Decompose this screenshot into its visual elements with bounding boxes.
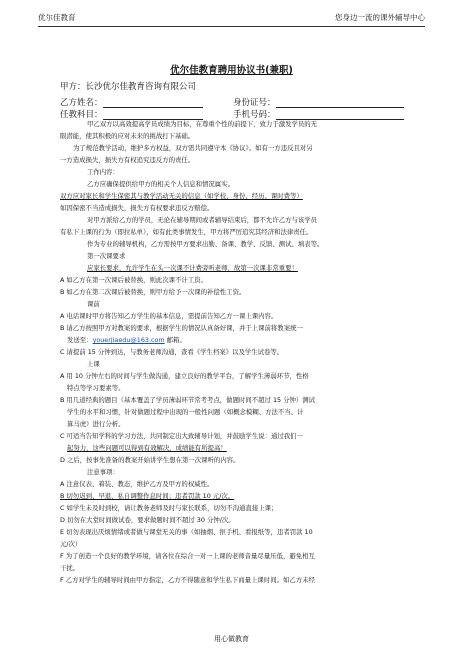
phone-label: 手机号码：	[233, 110, 276, 120]
body-line: 如因保密不当造成损失，损失方有权要求违反方赔偿。	[60, 204, 214, 212]
body-line: A 电话课时甲方将告知乙方学生的基本信息，需提前告知乙方一课上课内容。	[60, 312, 278, 320]
body-line: 为了规范教学活动，维护多方权益，双方需共同遵守本《协议》。如有一方违反且对另	[73, 144, 313, 152]
body-line: 干扰。	[60, 564, 80, 572]
body-line: 对甲方派给乙方的学员，无论在辅导期间或者辅导结束后，都不允许乙方与该学员	[87, 216, 318, 224]
body-line: 应家长要求，允许学生在头一次课不计费旁听老师，故第一次课非常重要！	[87, 264, 298, 272]
email-link[interactable]: youerjiaedu@163.com	[92, 336, 165, 344]
agreement-body	[60, 118, 416, 586]
body-line	[60, 334, 416, 346]
body-line: 有私下上课的行为（即拉私单），如有此类事情发生，甲方将严厉追究其经济和法律责任。	[60, 228, 313, 236]
subjects-label: 任教科目：	[60, 110, 103, 120]
party-b-name-row	[60, 96, 203, 108]
body-line: 上课	[87, 360, 100, 368]
body-line: 甲乙双方以高效提高学员成绩为目标，在尊重个性的前提下，致力于激发学员的无	[87, 120, 318, 128]
body-line: D 切勿在大堂时间做试卷，要求做题时间不超过 30 分钟/次。	[60, 516, 235, 524]
body-line: 双方应对家长和学生保密其与教学活动无关的信息（如学校、身份、经历、课时费等）	[60, 192, 303, 200]
body-line: 起努力，这些问题可以得到有效解决，成绩能有所提高！	[67, 444, 227, 452]
body-line: D 之后，按事先准备的教案开始讲学生想在第一次课听的内容。	[60, 456, 240, 464]
id-no-blank[interactable]	[276, 98, 404, 108]
party-b-name-blank[interactable]	[103, 98, 203, 108]
page-footer: 用心做教育	[214, 635, 249, 643]
body-line: C 可适当告知学科的学习方法，共同制定出大致辅导计划，并鼓励学生说：通过我们一	[60, 432, 303, 440]
id-no-row	[233, 96, 404, 108]
body-line: 算马虎）进行分析。	[67, 420, 125, 428]
body-line: 特点等学习要素等。	[67, 384, 125, 392]
body-line: B 切勿迟到、早退、私自调整作息时间；违者罚款 10 元/次。	[60, 492, 235, 500]
body-line: F 乙方对学生的辅导时间由甲方指定，乙方不得随意和学生私下商量上课时间。如乙方未经	[60, 576, 315, 584]
body-line: 第一次课要求	[87, 252, 126, 260]
body-line: A 注意仪表、着装、教态，维护乙方及甲方的权威性。	[60, 480, 214, 488]
body-line: C 如学生未及时到校，请让教务老师及时与家长联系，切勿不沟通直接上课；	[60, 504, 278, 512]
body-line: 作为专业的辅导机构，乙方需按甲方要求出勤、备课、教学、反馈、测试、填表等。	[87, 240, 324, 248]
page-header	[38, 10, 425, 27]
body-line: 限潜能，使其积极的应对未来的挑战打下基础。	[60, 132, 195, 140]
body-line: E 切勿表现出厌烦情绪或者做与课堂无关的事（如抽烟、抠手机、看报纸等，违者罚款 10	[60, 528, 313, 536]
body-line: 课前	[87, 300, 100, 308]
body-line: B 请乙方按照甲方对教案的要求，根据学生的情况认真备好课，并于上课前将教案统一	[60, 324, 303, 332]
body-line: C 请提前 15 分钟到达，与教务老师沟通，查看《学生档案》以及学生试卷等。	[60, 348, 284, 356]
body-line: 乙方应确保提供给甲方的相关个人信息和情况属实。	[87, 180, 234, 188]
body-line: A 如乙方在第一次课后被替换，则此次课不计工资。	[60, 276, 207, 284]
party-b-name-label: 乙方姓名：	[60, 98, 103, 108]
party-a: 甲方：长沙优尔佳教育咨询有限公司	[60, 82, 197, 92]
body-line: 学生的水平和习惯，针对做题过程中出现的一般性问题（如概念模糊、方法不当、计	[67, 408, 304, 416]
body-line: 一方造成损失，损失方有权追究违反方的责任。	[60, 156, 195, 164]
body-line: A 用 10 分钟左右的时间与学生做沟通，建立良好的教学平台，了解学生薄弱环节，性格	[60, 372, 309, 380]
id-no-label: 身份证号：	[233, 98, 276, 108]
body-line: B 用几道经典的题目（基本覆盖了学员薄弱环节常考考点，做题时间不超过 15 分钟）测试	[60, 396, 316, 404]
line-text: 邮箱。	[164, 336, 186, 344]
header-right: 您身边一流的课外辅导中心	[335, 13, 425, 22]
line-text: 发送至：	[67, 336, 93, 344]
body-line: F 为了创造一个良好的教学环境，请各位在综合一对一上课的老师音量尽量压低，避免相互	[60, 552, 315, 560]
document-title: 优尔佳教育聘用协议书(兼职)	[170, 65, 293, 76]
body-line: B 如乙方在第二次课后被替换，则甲方给予一次课的补偿性工资。	[60, 288, 246, 296]
body-line: 元/次）	[60, 540, 82, 548]
body-line: 工作内容：	[87, 168, 119, 176]
header-left: 优尔佳教育	[38, 13, 76, 22]
body-line: 注意事项：	[87, 468, 119, 476]
